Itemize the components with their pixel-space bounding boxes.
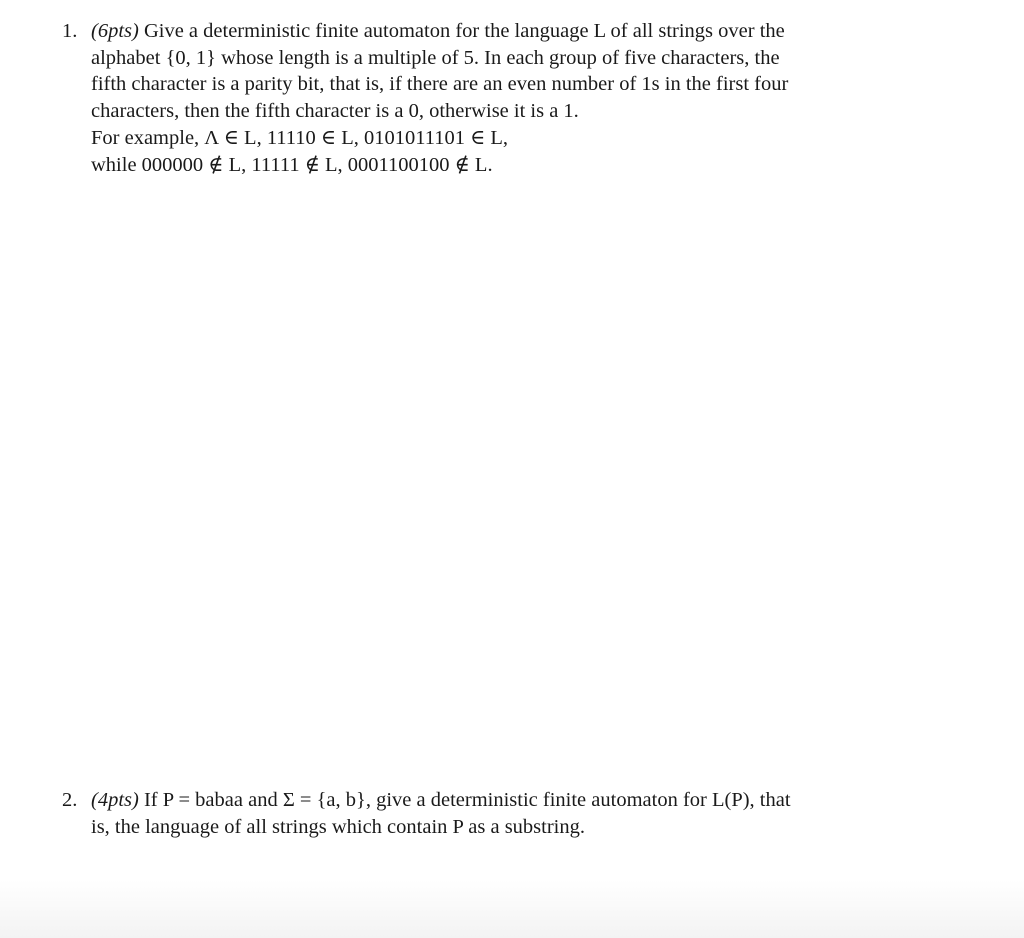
problem-2-points: (4pts) xyxy=(91,789,139,811)
problem-1-points: (6pts) xyxy=(91,20,139,42)
problem-2 xyxy=(62,787,914,840)
problem-2-line-2: is, the language of all strings which contain P as a substring. xyxy=(91,815,586,838)
problem-1-line-3: fifth character is a parity bit, that is, if there are an even number of 1s in the first four xyxy=(91,73,789,96)
problem-2-text-1: If P = babaa and Σ = {a, b}, give a deterministic finite automaton for L(P), that xyxy=(143,789,791,811)
problem-2-body xyxy=(91,787,914,840)
problem-1-text-1: Give a deterministic finite automaton for the language L of all strings over the xyxy=(143,20,785,42)
problem-1 xyxy=(62,18,914,178)
problem-1-line-1 xyxy=(91,18,914,45)
problem-1-line-2: alphabet {0, 1} whose length is a multiple of 5. In each group of five characters, the xyxy=(91,46,780,69)
problem-1-body xyxy=(91,18,914,178)
problem-1-line-4: characters, then the fifth character is a 0, otherwise it is a 1. xyxy=(91,100,579,123)
problem-1-number: 1. xyxy=(62,20,78,42)
problem-2-number: 2. xyxy=(62,789,78,811)
problem-1-example-1: For example, Λ ∈ L, 11110 ∈ L, 0101011101 ∈ L, xyxy=(91,126,509,149)
problem-1-example-2: while 000000 ∉ L, 11111 ∉ L, 0001100100 ∉ L. xyxy=(91,153,493,176)
problem-2-line-1 xyxy=(91,787,914,814)
